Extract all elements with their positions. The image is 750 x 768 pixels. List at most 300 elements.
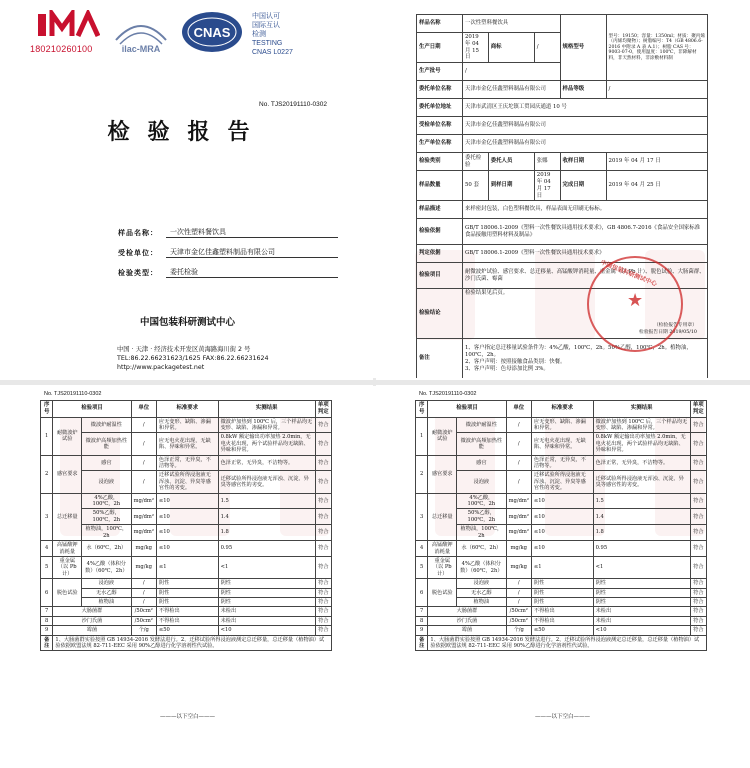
center-name: 中国包装科研测试中心: [139, 317, 235, 328]
table-cell: 符合: [690, 607, 706, 616]
cell-label: 生产批号: [417, 63, 463, 81]
cell-label: 规格型号: [560, 15, 606, 81]
table-cell: /: [131, 471, 156, 493]
table-cell: 1.5: [593, 493, 690, 509]
table-row: [416, 525, 707, 541]
table-cell: 阴性: [156, 579, 218, 588]
table-cell: 无水乙醇: [457, 588, 507, 597]
cell-value: 2019 年 04 月 25 日: [606, 171, 707, 201]
table-cell: mg/dm²: [506, 525, 531, 541]
table-row: [417, 219, 708, 245]
cover-fields: [118, 222, 338, 282]
address-line: TEL:86.22.66231623/1625 FAX:86.22.66231624: [117, 355, 269, 362]
table-row: [416, 579, 707, 588]
table-cell: 不得检出: [531, 607, 593, 616]
table-cell: 4%乙酸，100℃，2h: [457, 493, 507, 509]
table-header-cell: 序号: [416, 401, 428, 418]
cell-value: GB/T 18006.1-2009《塑料一次性餐饮具通用技术要求》: [463, 245, 708, 263]
table-header-cell: 单项判定: [315, 401, 331, 418]
cell-label: 检验结论: [417, 289, 463, 339]
table-cell: 0.95: [593, 541, 690, 557]
star-icon: ★: [627, 290, 644, 311]
table-cell: 符合: [690, 455, 706, 471]
cell-value: 委托检验: [463, 153, 489, 171]
table-cell: ≤10: [156, 541, 218, 557]
table-cell: 微波炉高频加热性能: [82, 433, 132, 455]
table-header-cell: 单位: [131, 401, 156, 418]
table-cell: 符合: [315, 597, 331, 606]
table-cell: 大肠菌群: [428, 607, 506, 616]
field-label: 样品名称：: [118, 229, 158, 237]
cell-label: 样品描述: [417, 201, 463, 219]
table-cell: 符合: [690, 579, 706, 588]
table-cell: 符合: [315, 556, 331, 578]
table-cell: /50cm²: [506, 616, 531, 625]
table-cell: /: [131, 417, 156, 433]
table-cell: 不得检出: [156, 616, 218, 625]
table-row: [416, 417, 707, 433]
table-header-row: [41, 401, 332, 418]
cell-label: 生产日期: [417, 33, 463, 63]
table-cell: 植物油，100℃，2h: [457, 525, 507, 541]
table-cell: 符合: [690, 509, 706, 525]
table-header-row: [416, 401, 707, 418]
table-cell: 符合: [690, 417, 706, 433]
table-cell: 水（60℃，2h）: [457, 541, 507, 557]
table-row: [41, 455, 332, 471]
table-row: [417, 153, 708, 171]
table-cell: 符合: [315, 417, 331, 433]
table-cell: 色泽正常，无异臭，不洁物等。: [593, 455, 690, 471]
report-number: No. TJS20191110-0302: [44, 391, 102, 397]
table-cell: 阴性: [593, 579, 690, 588]
table-cell: ≤1: [531, 556, 593, 578]
table-row: [41, 471, 332, 493]
cell-label: 检验类别: [417, 153, 463, 171]
table-cell: 符合: [690, 541, 706, 557]
table-cell: 1.8: [593, 525, 690, 541]
table-row: [41, 541, 332, 557]
table-row: [417, 171, 708, 201]
table-cell: 迁移试验所得浸泡液无浑浊、沉淀、异臭等感官性的劣变。: [156, 471, 218, 493]
table-header-cell: 标准要求: [156, 401, 218, 418]
table-row: [416, 616, 707, 625]
cma-number: 180210260100: [30, 44, 93, 54]
field-value: 天津市金亿佳鑫塑料制品有限公司: [166, 247, 338, 258]
table-cell: 霉菌: [428, 626, 506, 635]
table-cell: 未检出: [218, 607, 315, 616]
table-cell: 总迁移量: [428, 493, 457, 540]
table-cell: 阴性: [218, 588, 315, 597]
table-cell: 符合: [690, 525, 706, 541]
cnas-label: CNAS: [193, 25, 231, 40]
table-cell: 浸泡液: [457, 579, 507, 588]
field-label: 受检单位：: [118, 249, 158, 257]
cell-value: 2019 年 04 月 17 日: [534, 171, 560, 201]
table-cell: 1.4: [218, 509, 315, 525]
table-cell: 5: [416, 556, 428, 578]
table-cell: 微波炉耐温性: [82, 417, 132, 433]
table-cell: 阴性: [156, 588, 218, 597]
table-cell: mg/kg: [131, 556, 156, 578]
table-row: [41, 588, 332, 597]
table-cell: 迁移试验所得浸泡液无浑浊、沉淀、异臭等感官性的劣变。: [531, 471, 593, 493]
cell-label: 委托人员: [488, 153, 534, 171]
table-cell: <10: [593, 626, 690, 635]
cnas-line: CNAS L0227: [252, 49, 293, 56]
table-cell: 1、大肠菌群实验按照 GB 14934-2016 发酵法进行。2、迁移试验所得浸泡液测定总迁移量，总迁移量（植物油）试验依据欧盟法规 82-711-EEC 采用 90%乙醇进行化学溶剂性代试验。: [428, 635, 707, 651]
table-cell: <10: [218, 626, 315, 635]
table-cell: /: [506, 471, 531, 493]
table-cell: 0.8kW 额定输出功率加热 2.0min，无电火花出现，两个试验样品均无缺陷、异味和异常。: [218, 433, 315, 455]
table-cell: mg/kg: [506, 541, 531, 557]
table-cell: 植物油，100℃，2h: [82, 525, 132, 541]
table-cell: 1.4: [593, 509, 690, 525]
table-cell: mg/kg: [131, 541, 156, 557]
table-cell: 7: [416, 607, 428, 616]
table-header-cell: 标准要求: [531, 401, 593, 418]
table-cell: /: [131, 579, 156, 588]
cell-label: 委托单位地址: [417, 99, 463, 117]
results-table: [40, 400, 332, 651]
table-cell: 50%乙醇，100℃，2h: [82, 509, 132, 525]
table-row: [417, 99, 708, 117]
table-cell: 1.8: [218, 525, 315, 541]
table-cell: 感官: [457, 455, 507, 471]
table-cell: 4: [41, 541, 53, 557]
table-cell: 色泽正常，无异臭，不洁物等。: [531, 455, 593, 471]
table-cell: 符合: [315, 433, 331, 455]
table-cell: 符合: [315, 525, 331, 541]
table-cell: 未检出: [593, 607, 690, 616]
table-cell: 符合: [315, 493, 331, 509]
table-cell: 符合: [315, 588, 331, 597]
table-cell: 不得检出: [531, 616, 593, 625]
table-cell: ≤10: [156, 525, 218, 541]
table-cell: 脱色试验: [53, 579, 82, 607]
table-cell: 1.5: [218, 493, 315, 509]
cell-label: 受检单位名称: [417, 117, 463, 135]
table-cell: 微波炉高频加热性能: [457, 433, 507, 455]
cnas-text: [252, 12, 293, 57]
table-row: [41, 417, 332, 433]
field-value: 一次性塑料餐饮具: [166, 227, 338, 238]
cell-value: 来样密封包装，白色塑料餐饮具，样品表面无印刷无标标。: [463, 201, 708, 219]
ilac-label: ilac-MRA: [121, 44, 161, 54]
table-cell: /: [506, 579, 531, 588]
table-row: [41, 493, 332, 509]
table-cell: 阴性: [218, 579, 315, 588]
table-cell: 脱色试验: [428, 579, 457, 607]
table-row: [416, 433, 707, 455]
table-cell: 1: [416, 417, 428, 455]
table-cell: 微波炉加热到 100℃ 后，三个样品均无变形、缺陷、渗漏和异常。: [218, 417, 315, 433]
table-row: [41, 556, 332, 578]
cell-value: [463, 339, 708, 378]
cell-value: /: [534, 33, 560, 63]
table-cell: 符合: [690, 597, 706, 606]
table-cell: mg/kg: [506, 556, 531, 578]
table-cell: 备注: [416, 635, 428, 651]
table-row: [416, 556, 707, 578]
cnas-line: 中国认可: [252, 13, 280, 20]
cell-value: GB/T 18006.1-2009《塑料一次性餐饮具通用技术要求》，GB 4806.7-2016《食品安全国家标准 食品接触用塑料材料及制品》: [463, 219, 708, 245]
table-row: [417, 117, 708, 135]
table-cell: 植物油: [457, 597, 507, 606]
table-cell: 0.8kW 额定输出功率加热 2.0min，无电火花出现，两个试验样品均无缺陷、异味和异常。: [593, 433, 690, 455]
cell-value: /: [606, 81, 707, 99]
table-row: [417, 15, 708, 33]
cell-value: 天津市金亿佳鑫塑料制品有限公司: [463, 135, 708, 153]
table-row: [41, 607, 332, 616]
table-cell: 感官: [82, 455, 132, 471]
table-cell: 色泽正常，无异臭，不洁物等。: [218, 455, 315, 471]
ilac-logo-icon: [110, 10, 172, 56]
cell-label: 商标: [488, 33, 534, 63]
cell-label: 到样日期: [488, 171, 534, 201]
table-row: [416, 471, 707, 493]
table-cell: ≤10: [531, 493, 593, 509]
cell-value: /: [463, 63, 561, 81]
table-header-cell: 实测结果: [593, 401, 690, 418]
table-cell: 符合: [690, 471, 706, 493]
cell-value: 50 套: [463, 171, 489, 201]
table-cell: 阴性: [593, 588, 690, 597]
cma-logo-icon: [36, 10, 100, 38]
cell-label: 样品数量: [417, 171, 463, 201]
table-cell: 6: [416, 579, 428, 607]
table-cell: 符合: [315, 455, 331, 471]
table-cell: /50cm²: [131, 616, 156, 625]
table-cell: /: [506, 455, 531, 471]
field-row: [118, 222, 338, 238]
table-cell: 浸泡液: [457, 471, 507, 493]
table-cell: 1: [41, 417, 53, 455]
table-cell: /: [506, 597, 531, 606]
table-row: [416, 597, 707, 606]
table-row: [417, 201, 708, 219]
address-line: http://www.packagetest.net: [117, 364, 205, 371]
table-cell: 50%乙醇，100℃，2h: [457, 509, 507, 525]
field-value: 委托检验: [166, 267, 338, 278]
table-cell: ≤10: [156, 493, 218, 509]
table-cell: 大肠菌群: [53, 607, 131, 616]
table-cell: 8: [416, 616, 428, 625]
table-cell: 感官要求: [53, 455, 82, 493]
table-row: [41, 509, 332, 525]
results-table-wrap: [415, 400, 707, 651]
table-cell: /: [131, 597, 156, 606]
table-cell: 4%乙酸，100℃，2h: [82, 493, 132, 509]
table-cell: 迁移试验所得浸泡液无浑浊、沉淀、异臭等感官性的劣变。: [593, 471, 690, 493]
table-cell: <1: [593, 556, 690, 578]
cell-label: 委托单位名称: [417, 81, 463, 99]
table-cell: /: [506, 588, 531, 597]
table-cell: 符合: [315, 541, 331, 557]
table-cell: 7: [41, 607, 53, 616]
table-cell: 植物油: [82, 597, 132, 606]
table-row: [416, 509, 707, 525]
table-row: [417, 135, 708, 153]
table-cell: 符合: [690, 433, 706, 455]
table-header-cell: 检验项目: [53, 401, 131, 418]
cnas-line: 检测: [252, 31, 266, 38]
table-cell: 个/g: [131, 626, 156, 635]
cell-label: 完成日期: [560, 171, 606, 201]
table-cell: 高锰酸钾消耗量: [428, 541, 457, 557]
table-row: [417, 245, 708, 263]
table-header-cell: 单位: [506, 401, 531, 418]
report-number: No. TJS20191110-0302: [259, 101, 327, 108]
table-cell: 应无电火花出现，无缺陷、异味和异常。: [531, 433, 593, 455]
table-cell: 符合: [315, 579, 331, 588]
sign-date: 检验报告日期 2019/05/10: [639, 329, 697, 335]
table-cell: 符合: [690, 588, 706, 597]
table-cell: 符合: [315, 471, 331, 493]
cell-value: 天津市武清区王庆坨镇工贸园庆通道 10 号: [463, 99, 708, 117]
table-header-cell: 单项判定: [690, 401, 706, 418]
table-cell: 浸泡液: [82, 471, 132, 493]
table-cell: 阴性: [593, 597, 690, 606]
table-cell: 微波炉加热到 100℃ 后，三个样品均无变形、缺陷、渗漏和异常。: [593, 417, 690, 433]
table-cell: 符合: [315, 509, 331, 525]
cell-value: 天津市金亿佳鑫塑料制品有限公司: [463, 81, 561, 99]
table-header-cell: 实测结果: [218, 401, 315, 418]
table-cell: /: [131, 455, 156, 471]
note-row: [41, 635, 332, 651]
table-cell: 微波炉耐温性: [457, 417, 507, 433]
table-row: [41, 433, 332, 455]
table-cell: <1: [218, 556, 315, 578]
table-header-cell: 检验项目: [428, 401, 506, 418]
table-cell: 3: [41, 493, 53, 540]
table-cell: 沙门氏菌: [428, 616, 506, 625]
table-cell: 4%乙酸（体积分数）（60℃，2h）: [82, 556, 132, 578]
result-text: 检验结果见后页。: [465, 290, 509, 297]
table-cell: mg/dm²: [506, 493, 531, 509]
table-row: [41, 579, 332, 588]
logo-bar: [14, 6, 314, 54]
table-cell: mg/dm²: [131, 509, 156, 525]
table-cell: 未检出: [218, 616, 315, 625]
table-cell: 符合: [315, 607, 331, 616]
table-cell: 应无变形、缺陷、渗漏和异常。: [156, 417, 218, 433]
table-row: [416, 493, 707, 509]
field-label: 检验类型：: [118, 269, 158, 277]
table-cell: 感官要求: [428, 455, 457, 493]
note-row: [416, 635, 707, 651]
table-header-cell: 序号: [41, 401, 53, 418]
field-row: [118, 242, 338, 258]
table-cell: 阴性: [218, 597, 315, 606]
table-row: [417, 81, 708, 99]
end-marker: ———以下空白———: [534, 714, 590, 720]
seal-subtitle: （检验报告专用章）: [653, 322, 697, 328]
cell-label: 检验项目: [417, 263, 463, 289]
table-cell: 阴性: [156, 597, 218, 606]
cell-label: 收样日期: [560, 153, 606, 171]
table-cell: 阴性: [531, 588, 593, 597]
cell-value: 型号：19150；容量：1350ml；材质：聚丙烯（丙烯均聚物）；树脂编号：T4（GB 4806.6-2016 中附录 A 表 A.1）；树脂 CAS 号：9003-07-0，使用温度：100℃，非降解材料，非天然材料，非涂敷材料制: [606, 15, 707, 81]
table-cell: 未检出: [593, 616, 690, 625]
table-cell: 总迁移量: [53, 493, 82, 540]
table-cell: 9: [416, 626, 428, 635]
cover-page: [0, 0, 375, 378]
cell-value: 耐微波炉试验、感官要求、总迁移量、高锰酸钾消耗量、重金属（以 Pb 计）、脱色试验、大肠菌群、沙门氏菌、霉菌: [463, 263, 708, 289]
results-page: [0, 386, 375, 768]
table-cell: 8: [41, 616, 53, 625]
cell-value: 天津市金亿佳鑫塑料制品有限公司: [463, 117, 708, 135]
table-cell: 重金属（以 Pb 计）: [53, 556, 82, 578]
table-cell: 3: [416, 493, 428, 540]
results-table: [415, 400, 707, 651]
table-cell: ≤1: [156, 556, 218, 578]
cell-value: 2019 年 04 月 17 日: [606, 153, 707, 171]
seal-text: 中国包装科研测试中心: [599, 258, 658, 288]
table-cell: 不得检出: [156, 607, 218, 616]
cnas-line: 国际互认: [252, 22, 280, 29]
table-row: [416, 541, 707, 557]
table-cell: 重金属（以 Pb 计）: [428, 556, 457, 578]
table-cell: 符合: [315, 626, 331, 635]
report-number: No. TJS20191110-0302: [419, 391, 477, 397]
table-cell: /50cm²: [506, 607, 531, 616]
end-marker: ———以下空白———: [159, 714, 215, 720]
report-title: 检验报告: [107, 120, 268, 145]
table-cell: 符合: [315, 616, 331, 625]
table-row: [41, 525, 332, 541]
table-cell: 霉菌: [53, 626, 131, 635]
table-cell: 无水乙醇: [82, 588, 132, 597]
table-cell: 浸泡液: [82, 579, 132, 588]
cnas-line: TESTING: [252, 40, 283, 47]
cell-label: 判定依据: [417, 245, 463, 263]
table-cell: 1、大肠菌群实验按照 GB 14934-2016 发酵法进行。2、迁移试验所得浸泡液测定总迁移量，总迁移量（植物油）试验依据欧盟法规 82-711-EEC 采用 90%乙醇进行化学溶剂性代试验。: [53, 635, 332, 651]
table-cell: 符合: [690, 556, 706, 578]
table-cell: 符合: [690, 626, 706, 635]
note-line: 3、客户声明：色母添加比例 3%。: [465, 365, 549, 372]
cell-value: 一次性塑料餐饮具: [463, 15, 561, 33]
info-page: [375, 0, 750, 378]
table-cell: 个/g: [506, 626, 531, 635]
cell-label: 备注: [417, 339, 463, 378]
table-cell: 2: [41, 455, 53, 493]
table-cell: 阴性: [531, 597, 593, 606]
table-row: [41, 616, 332, 625]
table-cell: 符合: [690, 493, 706, 509]
table-cell: /: [131, 433, 156, 455]
table-cell: 4%乙酸（体积分数）（60℃，2h）: [457, 556, 507, 578]
official-seal: [587, 256, 683, 352]
table-cell: ≤10: [531, 541, 593, 557]
field-row: [118, 262, 338, 278]
table-cell: mg/dm²: [131, 493, 156, 509]
address-line: 中国 · 天津 · 经济技术开发区黄海路海川街 2 号: [117, 346, 251, 353]
table-row: [416, 607, 707, 616]
table-row: [41, 626, 332, 635]
table-cell: 高锰酸钾消耗量: [53, 541, 82, 557]
note-line: 2、客户声明：按照接触食品类别：快餐。: [465, 358, 566, 365]
cell-value: 张娜: [534, 153, 560, 171]
cell-label: 检验依据: [417, 219, 463, 245]
cell-value: 2019 年 04 月 15 日: [463, 33, 489, 63]
table-cell: 色泽正常，无异臭，不洁物等。: [156, 455, 218, 471]
cell-label: 生产单位名称: [417, 135, 463, 153]
table-cell: /: [131, 588, 156, 597]
table-cell: mg/dm²: [131, 525, 156, 541]
table-cell: /50cm²: [131, 607, 156, 616]
table-cell: /: [506, 417, 531, 433]
